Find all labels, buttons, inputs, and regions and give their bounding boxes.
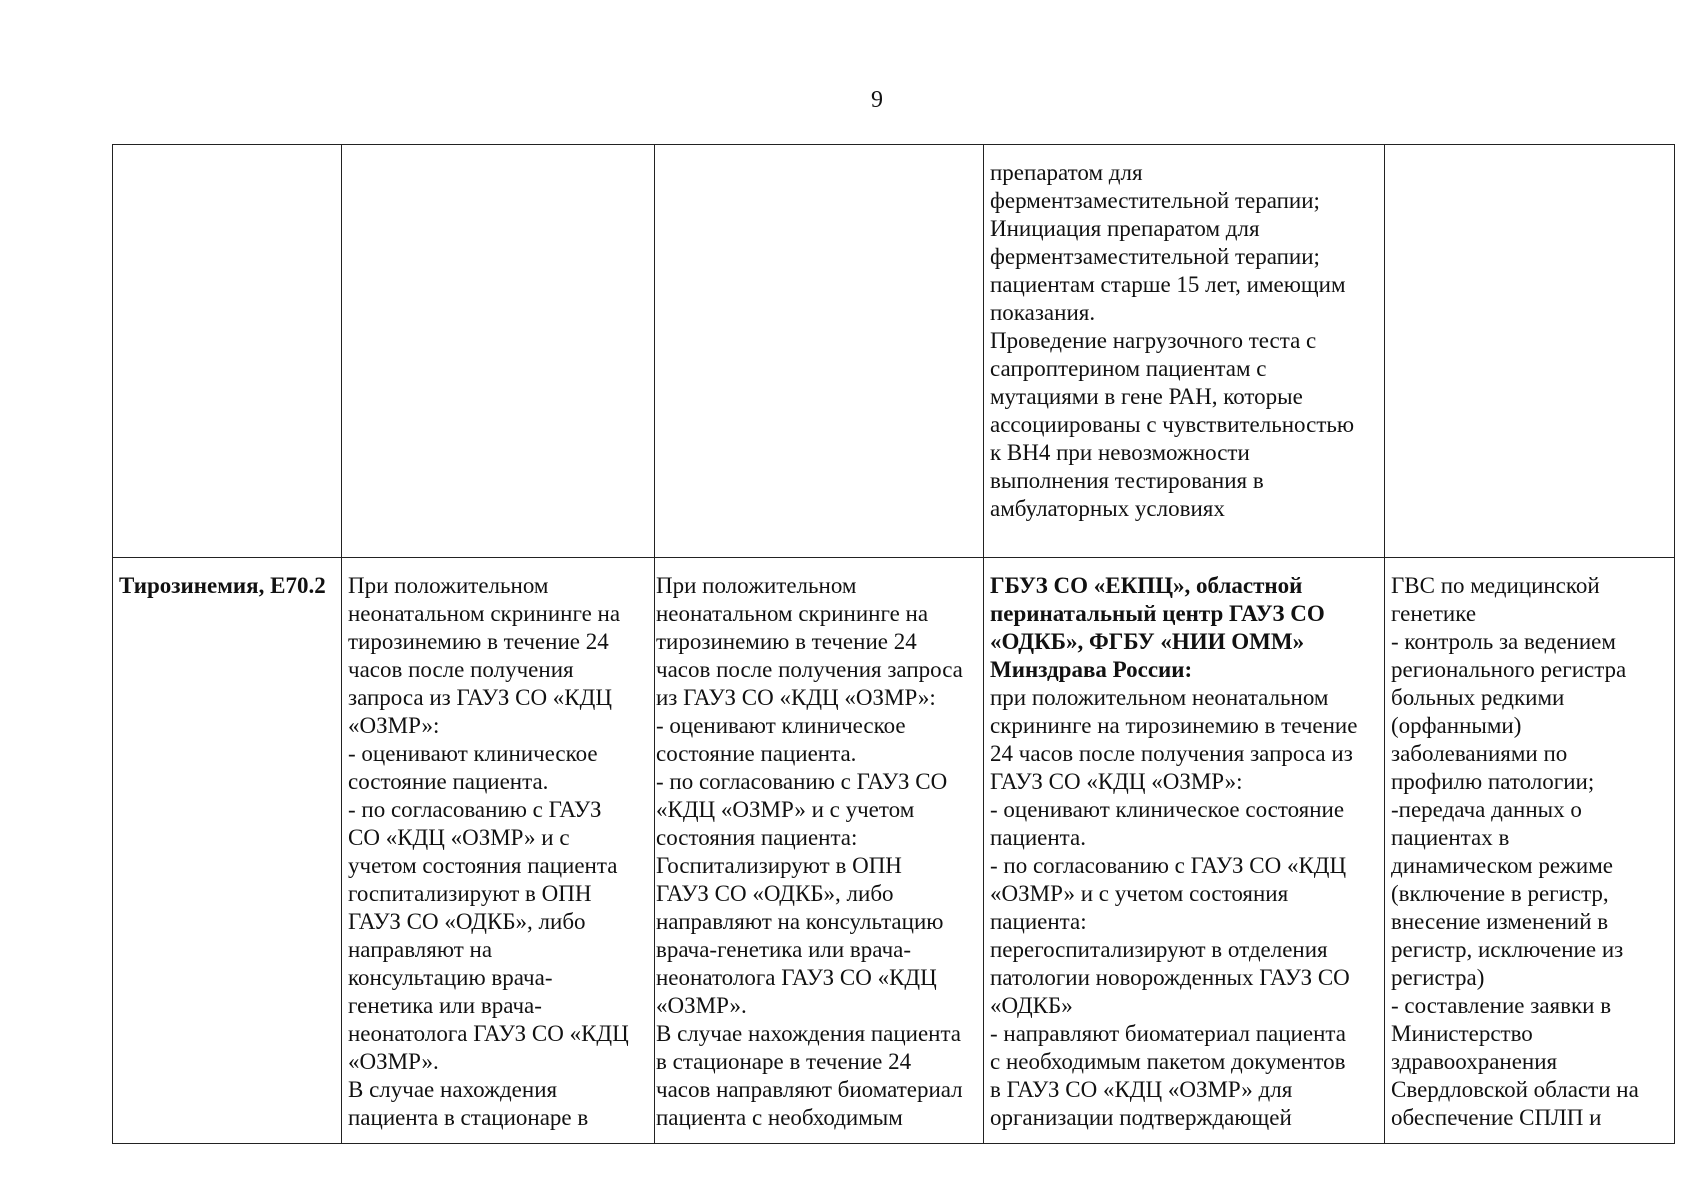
text-line: - направляют биоматериал пациента — [990, 1021, 1346, 1046]
text-line: патологии новорожденных ГАУЗ СО — [990, 965, 1350, 990]
text-line: - оценивают клиническое состояние — [990, 797, 1345, 822]
text-line: с необходимым пакетом документов — [990, 1049, 1346, 1074]
text-line: показания. — [990, 300, 1096, 325]
text-line: тирозинемию в течение 24 — [348, 629, 609, 654]
text-line: здравоохранения — [1391, 1049, 1558, 1074]
text-line: «ОДКБ» — [990, 993, 1073, 1018]
text-line: часов направляют биоматериал — [656, 1077, 963, 1102]
text-line: При положительном — [348, 573, 549, 598]
text-line: «КДЦ «ОЗМР» и с учетом — [656, 797, 915, 822]
text-line: выполнения тестирования в — [990, 468, 1264, 493]
text-line: консультацию врача- — [348, 965, 553, 990]
text-line: из ГАУЗ СО «КДЦ «ОЗМР»: — [656, 685, 936, 710]
text-line: пациента с необходимым — [656, 1105, 903, 1130]
text-line: в ГАУЗ СО «КДЦ «ОЗМР» для — [990, 1077, 1293, 1102]
text-line: генетике — [1391, 601, 1477, 626]
text-line: ГБУЗ СО «ЕКПЦ», областной — [990, 573, 1303, 598]
table-cell-col4 — [984, 145, 1385, 558]
text-line: заболеваниями по — [1391, 741, 1568, 766]
text-line: Инициация препаратом для — [990, 216, 1260, 241]
page-number: 9 — [871, 87, 883, 113]
text-line: генетика или врача- — [348, 993, 542, 1018]
text-line: скрининге на тирозинемию в течение — [990, 713, 1358, 738]
text-line: ГАУЗ СО «ОДКБ», либо — [656, 881, 894, 906]
text-line: сапроптерином пациентам с — [990, 356, 1267, 381]
text-line: неонатальном скрининге на — [656, 601, 929, 626]
text-line: пациента: — [990, 909, 1087, 934]
table-cell-col3 — [655, 145, 984, 558]
text-line: - по согласованию с ГАУЗ СО — [656, 769, 948, 794]
text-line: внесение изменений в — [1391, 909, 1609, 934]
text-line: -передача данных о — [1391, 797, 1582, 822]
text-line: организации подтверждающей — [990, 1105, 1292, 1130]
text-line: 24 часов после получения запроса из — [990, 741, 1353, 766]
text-line: «ОДКБ», ФГБУ «НИИ ОММ» — [990, 629, 1305, 654]
text-line: учетом состояния пациента — [348, 853, 618, 878]
text-line: (орфанными) — [1391, 713, 1522, 738]
text-line: При положительном — [656, 573, 857, 598]
table-cell-col4 — [984, 558, 1385, 1144]
text-line: регистра) — [1391, 965, 1485, 990]
text-line: неонатолога ГАУЗ СО «КДЦ — [656, 965, 937, 990]
text-line: Минздрава России: — [990, 657, 1193, 682]
text-line: ГАУЗ СО «КДЦ «ОЗМР»: — [990, 769, 1243, 794]
text-line: - по согласованию с ГАУЗ СО «КДЦ — [990, 853, 1347, 878]
text-line: ферментзаместительной терапии; — [990, 188, 1320, 213]
text-line: ассоциированы с чувствительностью — [990, 412, 1355, 437]
text-line: часов после получения — [348, 657, 574, 682]
text-line: ферментзаместительной терапии; — [990, 244, 1320, 269]
text-line: при положительном неонатальном — [990, 685, 1329, 710]
text-line: состояния пациента: — [656, 825, 858, 850]
text-line: запроса из ГАУЗ СО «КДЦ — [348, 685, 612, 710]
text-line: В случае нахождения — [348, 1077, 558, 1102]
text-line: Министерство — [1391, 1021, 1533, 1046]
text-line: Тирозинемия, Е70.2 — [119, 573, 326, 598]
text-line: перегоспитализируют в отделения — [990, 937, 1328, 962]
text-line: мутациями в гене РАН, которые — [990, 384, 1303, 409]
table-cell-col5 — [1385, 558, 1675, 1144]
text-line: обеспечение СПЛП и — [1391, 1105, 1602, 1130]
text-line: - составление заявки в — [1391, 993, 1612, 1018]
text-line: - оценивают клиническое — [656, 713, 906, 738]
table-cell-col2 — [342, 558, 655, 1144]
text-line: направляют на консультацию — [656, 909, 944, 934]
text-line: динамическом режиме — [1391, 853, 1613, 878]
text-line: пациента в стационаре в — [348, 1105, 589, 1130]
table-cell-disease — [113, 558, 342, 1144]
table-row — [113, 558, 1675, 1144]
text-line: регионального регистра — [1391, 657, 1627, 682]
text-line: СО «КДЦ «ОЗМР» и с — [348, 825, 570, 850]
text-line: больных редкими — [1391, 685, 1565, 710]
text-line: тирозинемию в течение 24 — [656, 629, 917, 654]
document-table — [112, 144, 1675, 1144]
text-line: пациентах в — [1391, 825, 1510, 850]
table-cell-disease — [113, 145, 342, 558]
text-line: неонатальном скрининге на — [348, 601, 621, 626]
text-line: профилю патологии; — [1391, 769, 1595, 794]
text-line: Госпитализируют в ОПН — [656, 853, 902, 878]
table-cell-col2 — [342, 145, 655, 558]
text-line: состояние пациента. — [656, 741, 857, 766]
text-line: перинатальный центр ГАУЗ СО — [990, 601, 1325, 626]
text-line: (включение в регистр, — [1391, 881, 1609, 906]
text-line: госпитализируют в ОПН — [348, 881, 592, 906]
text-line: часов после получения запроса — [656, 657, 963, 682]
text-line: неонатолога ГАУЗ СО «КДЦ — [348, 1021, 629, 1046]
text-line: «ОЗМР». — [348, 1049, 439, 1074]
cell-body — [990, 684, 1378, 1132]
text-line: - по согласованию с ГАУЗ — [348, 797, 602, 822]
text-line: к ВН4 при невозможности — [990, 440, 1250, 465]
text-line: Проведение нагрузочного теста с — [990, 328, 1317, 353]
text-line: регистр, исключение из — [1391, 937, 1624, 962]
text-line: ГВС по медицинской — [1391, 573, 1600, 598]
table-cell-col3 — [655, 558, 984, 1144]
text-line: врача-генетика или врача- — [656, 937, 912, 962]
text-line: В случае нахождения пациента — [656, 1021, 962, 1046]
text-line: «ОЗМР»: — [348, 713, 440, 738]
text-line: амбулаторных условиях — [990, 496, 1225, 521]
text-line: в стационаре в течение 24 — [656, 1049, 912, 1074]
text-line: ГАУЗ СО «ОДКБ», либо — [348, 909, 586, 934]
text-line: «ОЗМР» и с учетом состояния — [990, 881, 1289, 906]
table-row — [113, 145, 1675, 558]
cell-bold-heading — [990, 572, 1378, 684]
text-line: - оценивают клиническое — [348, 741, 598, 766]
text-line: Свердловской области на — [1391, 1077, 1639, 1102]
table-cell-col5 — [1385, 145, 1675, 558]
text-line: пациента. — [990, 825, 1086, 850]
text-line: состояние пациента. — [348, 769, 549, 794]
text-line: направляют на — [348, 937, 493, 962]
text-line: препаратом для — [990, 160, 1143, 185]
text-line: - контроль за ведением — [1391, 629, 1616, 654]
text-line: пациентам старше 15 лет, имеющим — [990, 272, 1346, 297]
text-line: «ОЗМР». — [656, 993, 747, 1018]
